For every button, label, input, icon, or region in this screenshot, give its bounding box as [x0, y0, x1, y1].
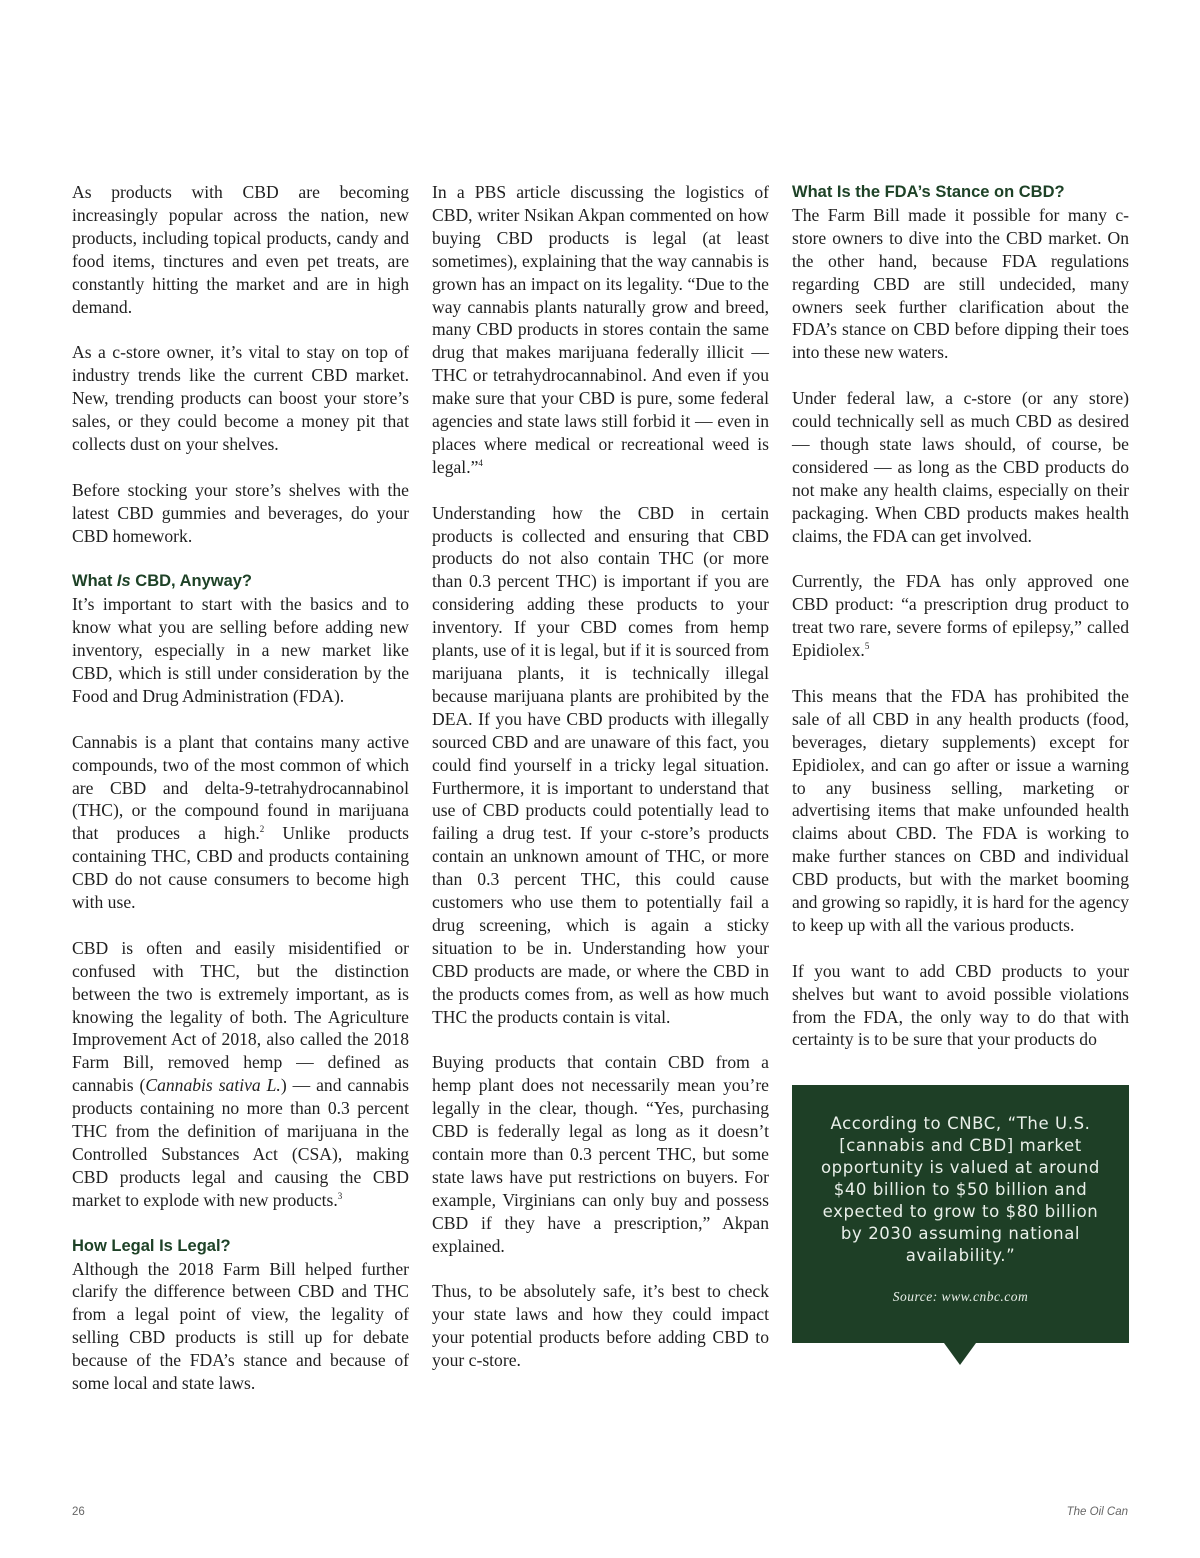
paragraph: Before stocking your store’s shelves with the latest CBD gummies and beverages, do your CBD homework.	[72, 479, 409, 546]
heading-emphasis: Is	[116, 572, 131, 591]
paragraph-text: Cannabis is a plant that contains many active compounds, two of the most common of which are CBD and delta-9-tetrahydrocannabinol (THC), or the compound found in marijuana that produces a high.	[72, 731, 409, 844]
paragraph-text: ) — and cannabis products containing no more than 0.3 percent THC from the definition of marijuana in the Controlled Substances Act (CSA), making CBD products legal and causing the CBD market to explode with new products.	[72, 1075, 409, 1210]
pull-quote-box	[792, 1085, 1129, 1343]
paragraph: As products with CBD are becoming increasingly popular across the nation, new products, including topical products, candy and food items, tinctures and even pet treats, are constantly hitting the market and are in high demand.	[72, 182, 409, 317]
paragraph: The Farm Bill made it possible for many c-store owners to dive into the CBD market. On the other hand, because FDA regulations regarding CBD are still undecided, many owners seek further clarification about the FDA’s stance on CBD before dipping their toes into these new waters.	[792, 204, 1129, 363]
paragraph: Understanding how the CBD in certain products is collected and ensuring that CBD products do not also contain THC (or more than 0.3 percent THC) is important if you are considering adding these products to your inventory. If your CBD comes from hemp plants, use of it is legal, but if it is sourced from marijuana plants, it is technically illegal because marijuana plants are prohibited by the DEA. If you have CBD products with illegally sourced CBD and are unaware of this fact, you could find yourself in a tricky legal situation. Furthermore, it is important to understand that use of CBD products could potentially lead to failing a drug test. If your c-store’s products contain an unknown amount of THC, or more than 0.3 percent THC, this could cause customers who use them to potentially fail a drug screening, which is again a sticky situation to be in. Understanding how your CBD products are made, or where the CBD in the products comes from, as well as how much THC the products contain is vital.	[432, 502, 769, 1027]
footnote-ref: 3	[337, 1190, 343, 1201]
paragraph: As a c-store owner, it’s vital to stay on top of industry trends like the current CBD market. New, trending products can boost your store’s sales, or they could become a money pit that collects dust on your shelves.	[72, 342, 409, 454]
paragraph: Under federal law, a c-store (or any store) could technically sell as much CBD as desired — though state laws should, of course, be considered — as long as the CBD products do not make any health claims, especially on their packaging. When CBD products makes health claims, the FDA can get involved.	[792, 388, 1129, 546]
footnote-ref: 5	[864, 641, 870, 652]
paragraph: Buying products that contain CBD from a hemp plant does not necessarily mean you’re legally in the clear, though. “Yes, purchasing CBD is federally legal as long as it doesn’t contain more than 0.3 percent THC, but some state laws have put restrictions on buyers. For example, Virginians can only buy and possess CBD if they have a prescription,” Akpan explained.	[432, 1052, 769, 1256]
pull-quote-text: According to CNBC, “The U.S. [cannabis and CBD] market opportunity is valued at around $40 billion to $50 billion and expected to grow to $80 billion by 2030 assuming national availability.”	[820, 1114, 1101, 1265]
paragraph: This means that the FDA has prohibited the sale of all CBD in any health products (food, beverages, dietary supplements) except for Epidiolex, and can go after or issue a warning to any business selling, marketing or advertising items that make unfounded health claims about CBD. The FDA is working to make further stances on CBD and individual CBD products, but with the market booming and growing so rapidly, it is hard for the agency to keep up with all the various products.	[792, 685, 1129, 935]
paragraph: It’s important to start with the basics and to know what you are selling before adding new inventory, especially in a new market like CBD, which is still under consideration by the Food and Drug Administration (FDA).	[72, 594, 409, 706]
species-name: Cannabis sativa L.	[145, 1075, 281, 1096]
footnote-ref: 4	[478, 458, 483, 469]
paragraph	[72, 937, 409, 1212]
section-heading-fda-stance: What Is the FDA’s Stance on CBD?	[792, 183, 1065, 201]
paragraph: Thus, to be absolutely safe, it’s best to check your state laws and how they could impact your potential products before adding CBD to your c-store.	[432, 1281, 769, 1371]
heading-part: What	[72, 572, 117, 591]
publication-name: The Oil Can	[1066, 1506, 1128, 1518]
article-column-2	[432, 181, 769, 1372]
article-column-3	[792, 181, 1129, 1051]
heading-part: CBD, Anyway?	[130, 572, 253, 591]
paragraph-text: Currently, the FDA has only approved one CBD product: “a prescription drug product to treat two rare, severe forms of epilepsy,” called Epidiolex.	[792, 571, 1129, 661]
paragraph: Although the 2018 Farm Bill helped further clarify the difference between CBD and THC from a legal point of view, the legality of selling CBD products is still up for debate because of the FDA’s stance and because of some local and state laws.	[72, 1258, 409, 1394]
paragraph-text: In a PBS article discussing the logistics of CBD, writer Nsikan Akpan commented on how buying CBD products is legal (at least sometimes), explaining that the way cannabis is grown has an impact on its legality. “Due to the way cannabis plants naturally grow and breed, many CBD products in stores contain the same drug that makes marijuana federally illicit — THC or tetrahydrocannabinol. And even if you make sure that your CBD is pure, some federal agencies and state laws still forbid it — even in places where medical or recreational weed is legal.”	[432, 182, 769, 477]
section-heading-what-is-cbd	[72, 570, 409, 593]
pull-quote-source: Source: www.cnbc.com	[892, 1289, 1029, 1304]
article-column-1	[72, 181, 409, 1395]
footnote-ref: 2	[259, 824, 265, 835]
page-number: 26	[72, 1506, 85, 1518]
paragraph-text: Unlike products containing THC, CBD and products containing CBD do not cause consumers to become high with use.	[72, 823, 409, 913]
pull-quote-pointer	[944, 1343, 976, 1365]
paragraph	[72, 731, 409, 914]
paragraph	[792, 570, 1129, 662]
paragraph-text: CBD is often and easily misidentified or confused with THC, but the distinction between the two is extremely important, as is knowing the legality of both. The Agriculture Improvement Act of 2018, also called the 2018 Farm Bill, removed hemp — defined as cannabis (	[72, 937, 409, 1096]
paragraph: If you want to add CBD products to your shelves but want to avoid possible violations from the FDA, the only way to do that with certainty is to be sure that your products do	[792, 960, 1129, 1050]
paragraph	[432, 181, 769, 479]
section-heading-how-legal: How Legal Is Legal?	[72, 1236, 231, 1255]
